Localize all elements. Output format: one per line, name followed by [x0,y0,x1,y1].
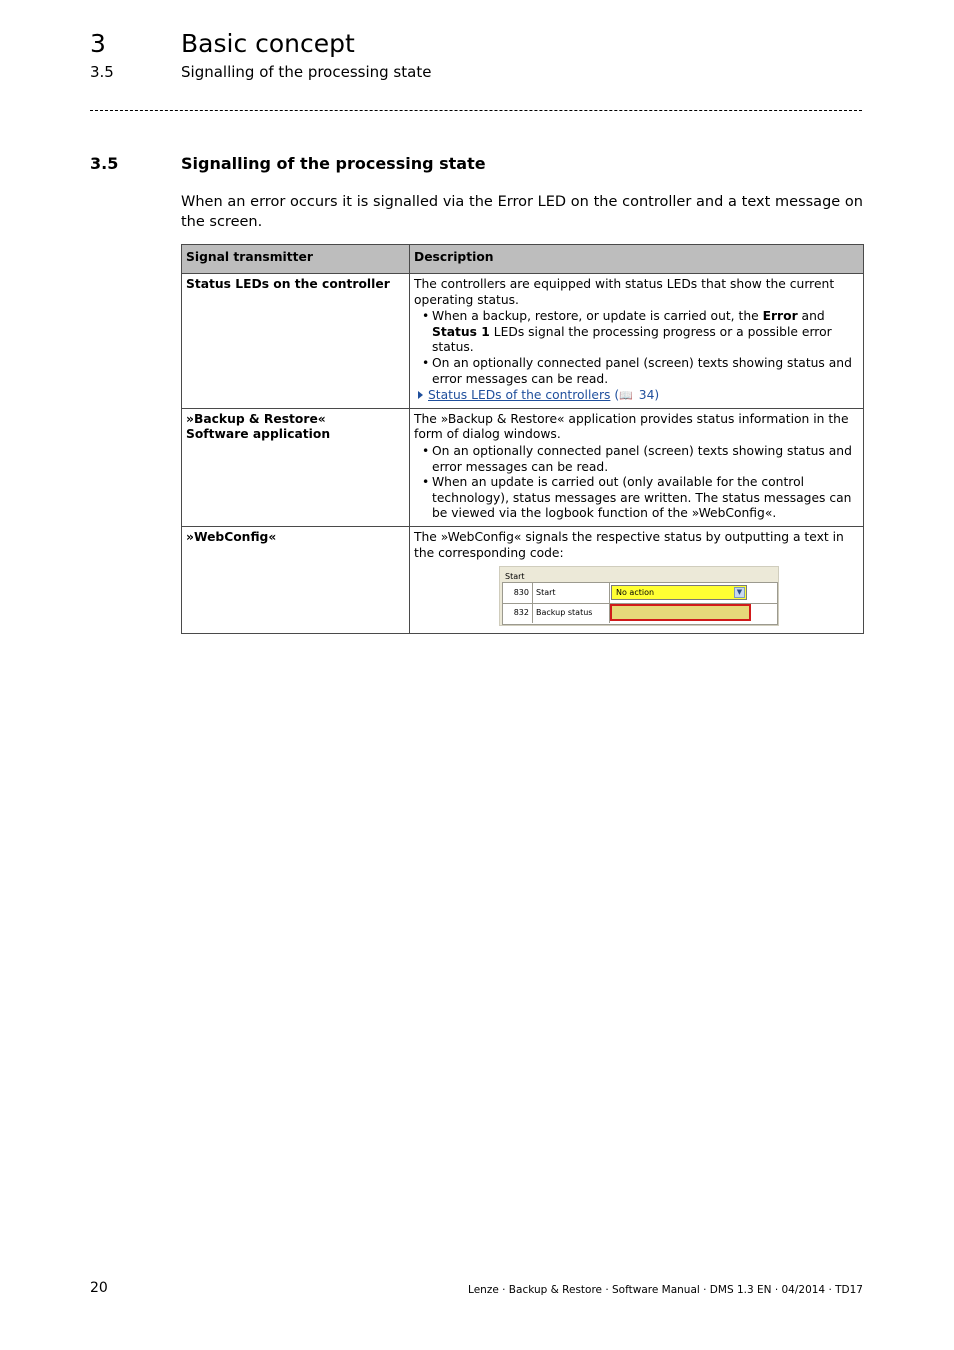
header-section-number: 3.5 [90,63,114,81]
transmitter-cell: Status LEDs on the controller [182,274,410,409]
table-row [182,274,864,409]
bold-term-status1: Status 1 [432,324,490,339]
parameter-row [503,583,777,604]
bullet-list [414,309,859,387]
section-title: Signalling of the processing state [181,154,486,173]
text-run: ( [610,388,620,403]
parameter-name: Start [533,583,610,603]
parameter-name: Backup status [533,603,610,623]
arrow-right-icon [418,391,423,399]
transmitter-line: »Backup & Restore« [186,411,326,426]
list-item: • When an update is carried out (only available for the control technology), status messages are written. The status messages can be viewed via the logbook function of the »WebConfig«. [432,475,859,522]
header-signal-transmitter: Signal transmitter [182,245,410,274]
status-leds-link[interactable]: Status LEDs of the controllers [428,388,611,403]
parameter-code: 830 [503,583,533,603]
table-row [182,408,864,526]
chapter-title: Basic concept [181,29,355,58]
book-icon: 📖 [619,389,633,403]
text-run: When a backup, restore, or update is carried out, the [432,309,763,324]
page-number: 20 [90,1280,108,1296]
table-header-row [182,245,864,274]
header-description: Description [410,245,864,274]
cross-reference [414,388,859,404]
transmitter-cell [182,408,410,526]
text-run: LEDs signal the processing progress or a possible error status. [432,324,832,355]
table-row [182,526,864,633]
list-item: • On an optionally connected panel (screen) texts showing status and error messages can be read. [432,356,859,387]
footer-text: Lenze · Backup & Restore · Software Manual · DMS 1.3 EN · 04/2014 · TD17 [468,1284,863,1296]
bullet-list [414,444,859,522]
description-cell [410,408,864,526]
header-divider [90,110,862,111]
webconfig-screenshot [499,566,779,626]
select-value: No action [616,588,655,598]
parameter-row [503,603,777,623]
list-item [432,309,859,356]
transmitter-line: Software application [186,427,331,442]
description-cell [410,274,864,409]
section-number: 3.5 [90,154,119,173]
transmitter-cell: »WebConfig« [182,526,410,633]
description-text: The »Backup & Restore« application provides status information in the form of dialog windows. [414,411,849,442]
description-text: The »WebConfig« signals the respective status by outputting a text in the corresponding code: [414,529,844,560]
list-item: • On an optionally connected panel (screen) texts showing status and error messages can be read. [432,444,859,475]
parameter-code: 832 [503,603,533,623]
description-text: The controllers are equipped with status LEDs that show the current operating status. [414,277,835,307]
page-reference[interactable]: 34) [634,388,660,403]
group-label: Start [505,572,525,582]
text-run: and [797,309,825,324]
start-select[interactable] [611,585,747,600]
signal-table [181,244,864,634]
description-cell [410,526,864,633]
intro-paragraph: When an error occurs it is signalled via the Error LED on the controller and a text message on the screen. [181,194,863,230]
chapter-number: 3 [90,29,106,58]
parameter-grid [502,582,778,625]
backup-status-field [610,604,751,621]
bold-term-error: Error [762,309,798,324]
chevron-down-icon[interactable]: ▼ [734,587,745,598]
header-section-title: Signalling of the processing state [181,63,432,81]
